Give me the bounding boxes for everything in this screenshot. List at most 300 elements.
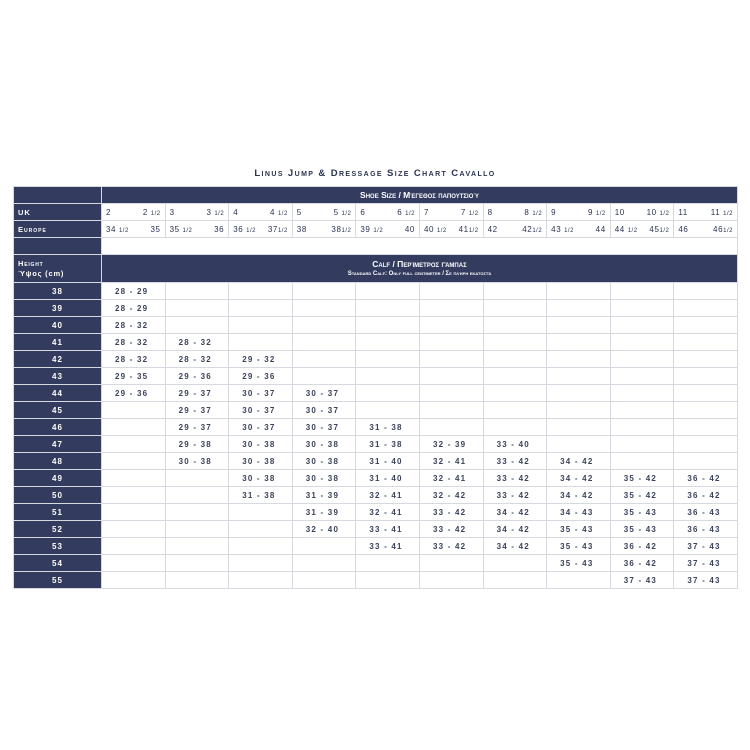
calf-range-cell xyxy=(419,385,483,402)
calf-header-row xyxy=(14,255,738,283)
europe-size-b-half: 1/2 xyxy=(341,227,352,234)
calf-range-cell xyxy=(547,283,611,300)
calf-range-cell: 28 - 32 xyxy=(165,334,229,351)
uk-size-b xyxy=(143,208,161,217)
calf-range-cell: 30 - 38 xyxy=(292,453,356,470)
europe-size-b-value: 45 xyxy=(649,224,660,234)
calf-range-cell xyxy=(483,419,547,436)
height-row xyxy=(14,419,738,436)
uk-size-b-half: 1/2 xyxy=(468,210,479,217)
uk-size-b-half: 1/2 xyxy=(277,210,288,217)
calf-range-cell xyxy=(674,300,738,317)
uk-size-b xyxy=(397,208,415,217)
height-value: 44 xyxy=(14,385,102,402)
europe-size-a xyxy=(551,225,574,234)
calf-range-cell: 30 - 37 xyxy=(229,419,293,436)
calf-range-cell xyxy=(165,572,229,589)
calf-range-cell xyxy=(165,300,229,317)
calf-range-cell xyxy=(419,283,483,300)
uk-size-b-half: 1/2 xyxy=(595,210,606,217)
height-header xyxy=(14,255,102,283)
height-value: 55 xyxy=(14,572,102,589)
calf-range-cell: 32 - 41 xyxy=(356,504,420,521)
europe-size-cell xyxy=(102,221,166,238)
calf-range-cell: 34 - 42 xyxy=(483,538,547,555)
uk-size-b-value: 3 xyxy=(206,207,212,217)
calf-range-cell xyxy=(102,453,166,470)
calf-subtitle: Standard Calf: Only full centimeter / Σε πλήρη εκατοστά xyxy=(347,270,492,277)
europe-size-cell xyxy=(356,221,420,238)
uk-size-b xyxy=(461,208,479,217)
europe-size-a xyxy=(678,225,688,234)
calf-range-cell xyxy=(483,555,547,572)
uk-size-b-half: 1/2 xyxy=(659,210,670,217)
calf-range-cell xyxy=(292,317,356,334)
uk-size-b xyxy=(711,208,733,217)
height-row xyxy=(14,436,738,453)
calf-range-cell: 28 - 29 xyxy=(102,283,166,300)
uk-size-a: 6 xyxy=(360,207,366,217)
calf-range-cell xyxy=(610,351,674,368)
europe-size-a-value: 42 xyxy=(487,224,498,234)
spacer-cell xyxy=(102,238,738,255)
uk-size-row xyxy=(14,204,738,221)
calf-range-cell xyxy=(610,453,674,470)
uk-size-b xyxy=(524,208,542,217)
shoe-size-header: Shoe Size / Μέγεθος παπουτσιού xyxy=(102,187,738,204)
calf-range-cell xyxy=(610,300,674,317)
calf-range-cell xyxy=(674,453,738,470)
uk-size-b xyxy=(206,208,224,217)
height-row xyxy=(14,385,738,402)
calf-range-cell xyxy=(610,385,674,402)
europe-size-a-half: 1/2 xyxy=(118,227,129,234)
uk-size-b-value: 10 xyxy=(646,207,657,217)
height-value: 51 xyxy=(14,504,102,521)
calf-range-cell xyxy=(356,300,420,317)
calf-range-cell xyxy=(547,351,611,368)
calf-range-cell: 35 - 43 xyxy=(610,521,674,538)
height-value: 47 xyxy=(14,436,102,453)
calf-range-cell: 29 - 36 xyxy=(165,368,229,385)
calf-range-cell xyxy=(292,283,356,300)
uk-size-cell xyxy=(292,204,356,221)
europe-size-a-half: 1/2 xyxy=(436,227,447,234)
europe-size-a-half: 1/2 xyxy=(182,227,193,234)
calf-range-cell: 37 - 43 xyxy=(674,555,738,572)
europe-size-a-half: 1/2 xyxy=(246,227,256,234)
calf-range-cell: 28 - 32 xyxy=(102,351,166,368)
uk-size-cell xyxy=(419,204,483,221)
europe-size-b xyxy=(459,225,479,234)
uk-size-a: 9 xyxy=(551,207,557,217)
calf-range-cell xyxy=(356,402,420,419)
europe-size-b xyxy=(405,225,415,234)
calf-range-cell xyxy=(229,334,293,351)
uk-size-a: 5 xyxy=(296,207,302,217)
calf-range-cell xyxy=(419,334,483,351)
calf-range-cell: 36 - 42 xyxy=(674,470,738,487)
calf-range-cell: 30 - 38 xyxy=(229,470,293,487)
height-value: 50 xyxy=(14,487,102,504)
uk-size-cell xyxy=(547,204,611,221)
height-label-greek: Ύψος (cm) xyxy=(18,268,65,278)
calf-range-cell xyxy=(229,300,293,317)
calf-range-cell xyxy=(674,402,738,419)
calf-range-cell xyxy=(547,385,611,402)
europe-size-b-half: 1/2 xyxy=(659,227,670,234)
uk-size-b-half: 1/2 xyxy=(214,210,225,217)
calf-range-cell: 29 - 37 xyxy=(165,402,229,419)
calf-range-cell: 36 - 43 xyxy=(674,521,738,538)
europe-size-b-half: 1/2 xyxy=(468,227,479,234)
calf-range-cell xyxy=(547,368,611,385)
europe-size-a xyxy=(360,225,383,234)
europe-size-b-value: 40 xyxy=(404,224,415,234)
calf-range-cell xyxy=(483,402,547,419)
calf-range-cell: 34 - 42 xyxy=(483,521,547,538)
chart-title: Linus Jump & Dressage Size Chart Cavallo xyxy=(254,168,496,179)
calf-range-cell: 30 - 37 xyxy=(229,385,293,402)
uk-size-b-value: 9 xyxy=(588,207,594,217)
calf-range-cell: 36 - 43 xyxy=(674,504,738,521)
calf-range-cell: 37 - 43 xyxy=(674,572,738,589)
uk-size-cell xyxy=(674,204,738,221)
height-value: 53 xyxy=(14,538,102,555)
height-value: 49 xyxy=(14,470,102,487)
height-value: 43 xyxy=(14,368,102,385)
calf-range-cell xyxy=(610,368,674,385)
europe-size-cell xyxy=(610,221,674,238)
height-row xyxy=(14,402,738,419)
calf-range-cell: 31 - 39 xyxy=(292,504,356,521)
calf-range-cell xyxy=(674,436,738,453)
calf-range-cell: 33 - 42 xyxy=(419,504,483,521)
calf-range-cell: 30 - 37 xyxy=(229,402,293,419)
europe-size-b xyxy=(331,225,351,234)
calf-range-cell xyxy=(547,317,611,334)
uk-label: UK xyxy=(14,204,102,221)
calf-range-cell xyxy=(419,368,483,385)
calf-range-cell: 33 - 41 xyxy=(356,538,420,555)
height-row xyxy=(14,453,738,470)
calf-range-cell: 28 - 29 xyxy=(102,300,166,317)
calf-range-cell: 31 - 40 xyxy=(356,453,420,470)
calf-range-cell xyxy=(102,419,166,436)
europe-size-b xyxy=(522,225,542,234)
uk-size-b-value: 2 xyxy=(142,207,148,217)
uk-size-cell xyxy=(229,204,293,221)
calf-range-cell xyxy=(356,334,420,351)
calf-range-cell xyxy=(229,283,293,300)
calf-range-cell xyxy=(674,368,738,385)
calf-range-cell: 30 - 37 xyxy=(292,385,356,402)
calf-range-cell: 33 - 42 xyxy=(483,453,547,470)
height-value: 39 xyxy=(14,300,102,317)
calf-range-cell xyxy=(674,317,738,334)
uk-size-b-value: 7 xyxy=(460,207,466,217)
europe-size-b-value: 44 xyxy=(595,224,606,234)
uk-size-b-half: 1/2 xyxy=(532,210,543,217)
calf-range-cell xyxy=(292,351,356,368)
calf-range-cell: 35 - 43 xyxy=(547,538,611,555)
calf-range-cell: 28 - 32 xyxy=(102,334,166,351)
europe-size-cell xyxy=(674,221,738,238)
height-row xyxy=(14,300,738,317)
calf-range-cell: 30 - 38 xyxy=(292,436,356,453)
calf-range-cell: 32 - 41 xyxy=(419,453,483,470)
height-value: 54 xyxy=(14,555,102,572)
uk-size-cell xyxy=(165,204,229,221)
calf-range-cell: 31 - 39 xyxy=(292,487,356,504)
calf-range-cell xyxy=(356,572,420,589)
height-row xyxy=(14,538,738,555)
calf-range-cell: 33 - 42 xyxy=(483,487,547,504)
europe-size-a xyxy=(233,225,256,234)
calf-range-cell: 31 - 38 xyxy=(356,419,420,436)
europe-size-b-value: 41 xyxy=(458,224,469,234)
calf-range-cell: 30 - 37 xyxy=(292,402,356,419)
calf-range-cell: 32 - 42 xyxy=(419,487,483,504)
spacer-label-cell xyxy=(14,238,102,255)
uk-size-b-value: 8 xyxy=(524,207,530,217)
europe-size-b-value: 38 xyxy=(331,224,342,234)
calf-range-cell xyxy=(165,317,229,334)
uk-size-a: 4 xyxy=(233,207,239,217)
uk-size-b-half: 1/2 xyxy=(341,210,352,217)
uk-size-a: 11 xyxy=(678,207,688,217)
calf-range-cell: 30 - 38 xyxy=(229,436,293,453)
europe-size-a-value: 38 xyxy=(296,224,307,234)
calf-range-cell: 34 - 43 xyxy=(547,504,611,521)
height-row xyxy=(14,555,738,572)
uk-size-b-half: 1/2 xyxy=(723,210,733,217)
calf-range-cell xyxy=(356,385,420,402)
calf-range-cell xyxy=(674,419,738,436)
calf-range-cell: 29 - 36 xyxy=(229,368,293,385)
europe-size-a xyxy=(170,225,193,234)
calf-range-cell xyxy=(547,419,611,436)
calf-range-cell xyxy=(102,521,166,538)
calf-range-cell xyxy=(610,402,674,419)
calf-range-cell xyxy=(165,470,229,487)
calf-range-cell: 31 - 38 xyxy=(356,436,420,453)
europe-size-a xyxy=(424,225,447,234)
calf-range-cell xyxy=(292,300,356,317)
calf-range-cell xyxy=(102,555,166,572)
calf-range-cell xyxy=(483,334,547,351)
height-value: 40 xyxy=(14,317,102,334)
uk-size-cell xyxy=(102,204,166,221)
calf-range-cell xyxy=(356,368,420,385)
calf-range-cell: 30 - 38 xyxy=(165,453,229,470)
calf-range-cell: 34 - 42 xyxy=(483,504,547,521)
calf-range-cell: 33 - 42 xyxy=(483,470,547,487)
calf-range-cell: 37 - 43 xyxy=(674,538,738,555)
calf-range-cell: 30 - 38 xyxy=(229,453,293,470)
calf-range-cell xyxy=(419,300,483,317)
calf-range-cell xyxy=(419,419,483,436)
calf-range-cell: 29 - 35 xyxy=(102,368,166,385)
uk-size-a: 7 xyxy=(423,207,430,217)
calf-range-cell xyxy=(356,555,420,572)
calf-range-cell: 29 - 32 xyxy=(229,351,293,368)
calf-range-cell: 37 - 43 xyxy=(610,572,674,589)
europe-size-a xyxy=(297,225,307,234)
calf-range-cell xyxy=(610,436,674,453)
calf-range-cell xyxy=(165,555,229,572)
europe-size-a-half: 1/2 xyxy=(564,227,574,234)
europe-size-a-half: 1/2 xyxy=(627,227,638,234)
calf-range-cell: 35 - 43 xyxy=(547,521,611,538)
europe-size-a-value: 36 xyxy=(233,224,244,234)
europe-size-a-value: 35 xyxy=(169,224,180,234)
height-row xyxy=(14,572,738,589)
calf-range-cell xyxy=(102,402,166,419)
europe-size-cell xyxy=(483,221,547,238)
size-chart-table xyxy=(13,186,738,589)
calf-range-cell xyxy=(356,317,420,334)
calf-range-cell: 35 - 42 xyxy=(610,470,674,487)
europe-size-a-value: 44 xyxy=(614,224,625,234)
europe-label: Europe xyxy=(14,221,102,238)
calf-range-cell xyxy=(483,317,547,334)
height-row xyxy=(14,504,738,521)
spacer-row xyxy=(14,238,738,255)
calf-range-cell xyxy=(229,538,293,555)
calf-range-cell xyxy=(610,334,674,351)
calf-title: Calf / Περίμετρος γάμπας xyxy=(372,258,467,269)
calf-range-cell xyxy=(547,300,611,317)
height-row xyxy=(14,487,738,504)
calf-range-cell xyxy=(483,300,547,317)
calf-range-cell xyxy=(419,317,483,334)
calf-range-cell: 36 - 42 xyxy=(674,487,738,504)
uk-size-b xyxy=(270,208,288,217)
calf-range-cell xyxy=(102,436,166,453)
calf-range-cell xyxy=(165,504,229,521)
europe-size-a-value: 34 xyxy=(106,224,117,234)
calf-range-cell xyxy=(102,538,166,555)
uk-size-b-half: 1/2 xyxy=(150,210,161,217)
europe-size-a xyxy=(106,225,129,234)
europe-size-b-value: 36 xyxy=(214,224,225,234)
uk-size-b-value: 11 xyxy=(710,207,721,217)
height-value: 52 xyxy=(14,521,102,538)
calf-range-cell xyxy=(419,402,483,419)
calf-range-cell xyxy=(102,504,166,521)
calf-range-cell: 33 - 40 xyxy=(483,436,547,453)
europe-size-b xyxy=(596,225,606,234)
calf-range-cell xyxy=(483,385,547,402)
height-value: 42 xyxy=(14,351,102,368)
calf-range-cell: 31 - 38 xyxy=(229,487,293,504)
europe-size-cell xyxy=(547,221,611,238)
calf-range-cell xyxy=(229,555,293,572)
europe-size-b-value: 46 xyxy=(713,224,724,234)
uk-size-a: 2 xyxy=(106,207,112,217)
europe-size-b xyxy=(150,225,160,234)
calf-range-cell xyxy=(547,436,611,453)
uk-size-b-value: 4 xyxy=(270,207,276,217)
europe-size-b xyxy=(214,225,224,234)
height-row xyxy=(14,283,738,300)
calf-range-cell: 32 - 39 xyxy=(419,436,483,453)
calf-range-cell xyxy=(356,283,420,300)
calf-range-cell: 29 - 37 xyxy=(165,419,229,436)
calf-range-cell: 28 - 32 xyxy=(165,351,229,368)
calf-range-cell xyxy=(610,283,674,300)
calf-range-cell xyxy=(547,334,611,351)
calf-range-cell: 30 - 37 xyxy=(292,419,356,436)
calf-range-cell xyxy=(419,351,483,368)
uk-size-cell xyxy=(356,204,420,221)
calf-range-cell xyxy=(292,572,356,589)
europe-size-cell xyxy=(229,221,293,238)
europe-size-b-value: 37 xyxy=(267,224,278,234)
uk-size-b-value: 6 xyxy=(397,207,403,217)
europe-size-b xyxy=(268,225,288,234)
uk-size-b xyxy=(588,208,606,217)
calf-range-cell xyxy=(229,504,293,521)
calf-range-cell: 29 - 36 xyxy=(102,385,166,402)
europe-size-b-half: 1/2 xyxy=(277,227,288,234)
shoe-size-header-row xyxy=(14,187,738,204)
calf-range-cell: 34 - 42 xyxy=(547,453,611,470)
europe-size-b-half: 1/2 xyxy=(532,227,543,234)
uk-size-b xyxy=(334,208,352,217)
uk-size-a: 10 xyxy=(614,207,625,217)
europe-size-b xyxy=(649,225,669,234)
calf-range-cell xyxy=(165,538,229,555)
calf-range-cell xyxy=(674,334,738,351)
calf-range-cell xyxy=(483,572,547,589)
calf-range-cell xyxy=(292,538,356,555)
calf-range-cell: 29 - 38 xyxy=(165,436,229,453)
europe-size-cell xyxy=(419,221,483,238)
calf-range-cell xyxy=(102,487,166,504)
calf-range-cell: 32 - 41 xyxy=(356,487,420,504)
calf-range-cell xyxy=(674,351,738,368)
height-label: Height xyxy=(18,258,44,268)
calf-range-cell: 29 - 37 xyxy=(165,385,229,402)
calf-range-cell xyxy=(292,368,356,385)
calf-range-cell xyxy=(483,351,547,368)
uk-size-cell xyxy=(610,204,674,221)
europe-size-row xyxy=(14,221,738,238)
calf-range-cell: 35 - 43 xyxy=(610,504,674,521)
uk-size-b xyxy=(647,208,670,217)
calf-range-cell xyxy=(610,317,674,334)
calf-range-cell: 34 - 42 xyxy=(547,487,611,504)
europe-size-b-value: 35 xyxy=(150,224,161,234)
calf-range-cell xyxy=(229,521,293,538)
height-row xyxy=(14,368,738,385)
calf-range-cell: 36 - 42 xyxy=(610,555,674,572)
height-row xyxy=(14,351,738,368)
calf-range-cell: 28 - 32 xyxy=(102,317,166,334)
calf-range-cell xyxy=(229,572,293,589)
height-value: 41 xyxy=(14,334,102,351)
calf-range-cell: 30 - 38 xyxy=(292,470,356,487)
calf-range-cell xyxy=(229,317,293,334)
height-value: 38 xyxy=(14,283,102,300)
uk-size-cell xyxy=(483,204,547,221)
calf-range-cell xyxy=(674,385,738,402)
europe-size-cell xyxy=(165,221,229,238)
corner-cell xyxy=(14,187,102,204)
calf-range-cell: 35 - 43 xyxy=(547,555,611,572)
